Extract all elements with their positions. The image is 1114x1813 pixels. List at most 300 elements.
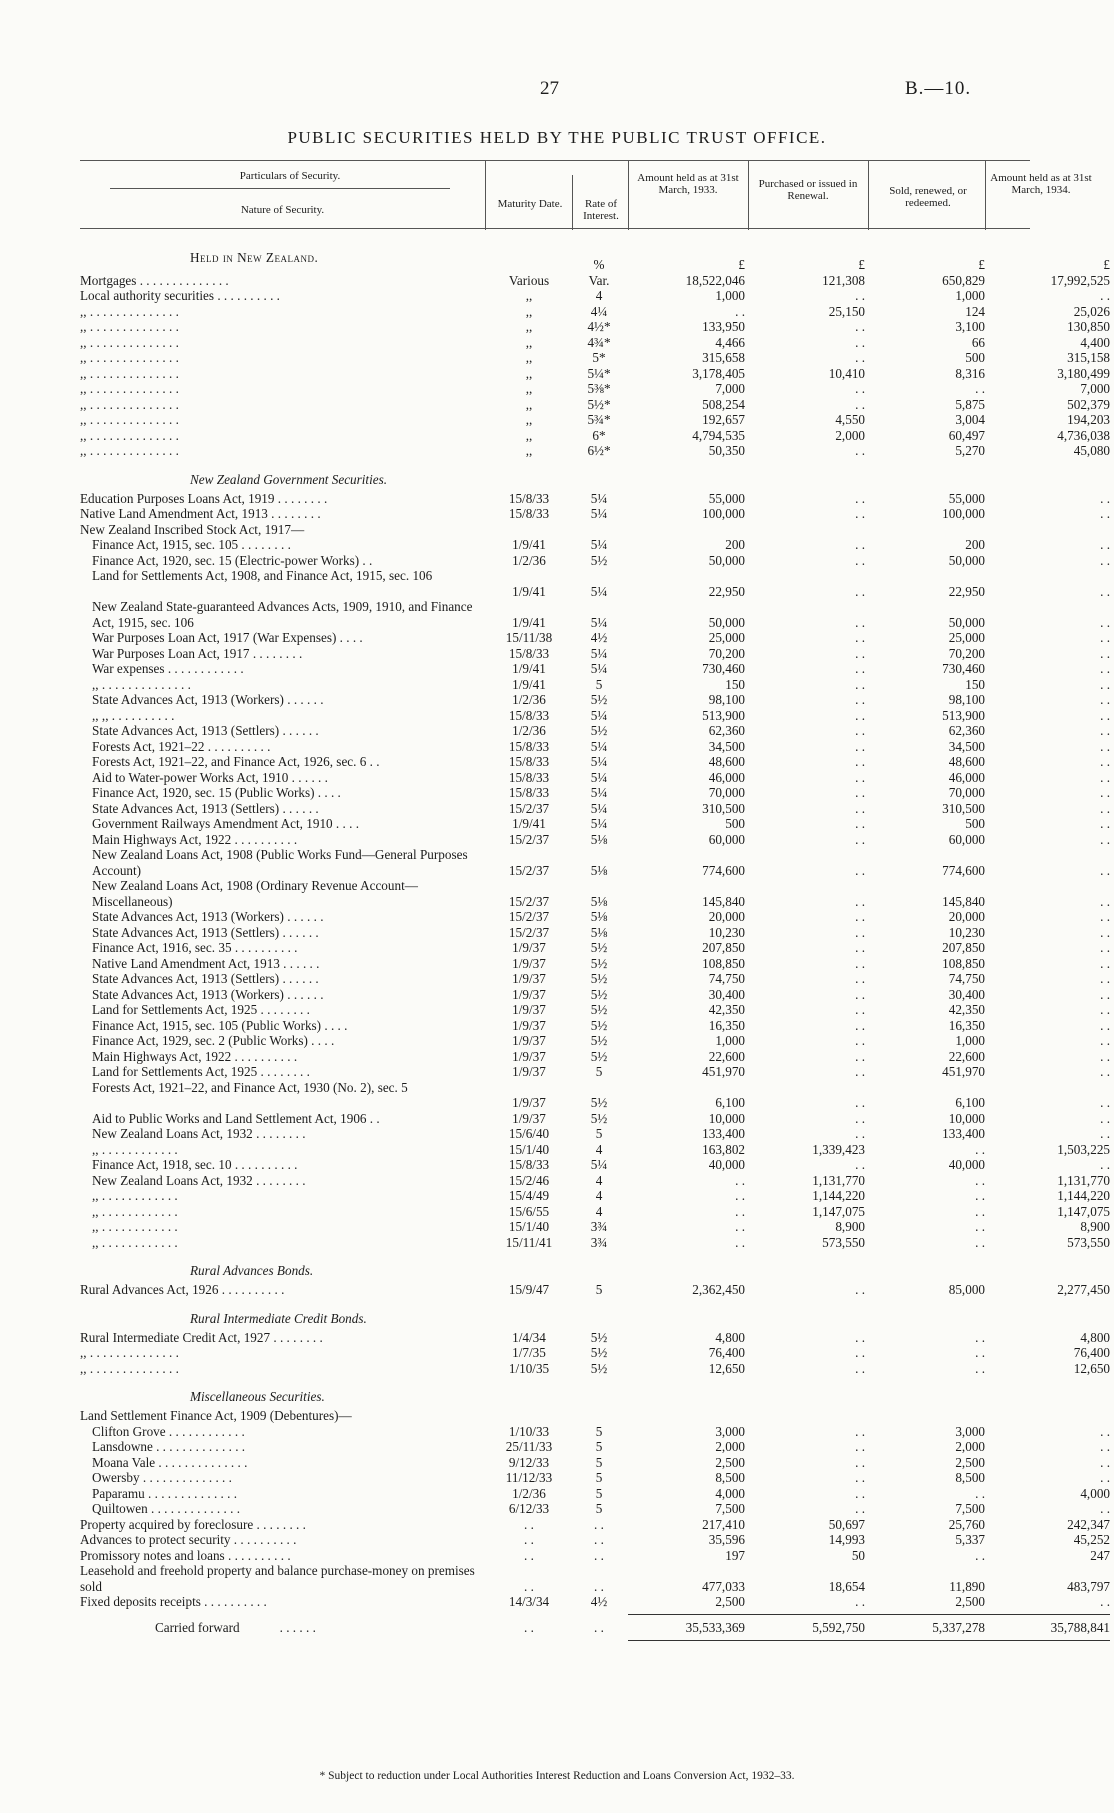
amount-1933: 1,000: [715, 288, 745, 303]
table-row: [80, 1329, 1110, 1346]
table-row: [80, 754, 1110, 770]
purchased-amount: . .: [855, 754, 865, 769]
table-row: [80, 1547, 1110, 1564]
amount-1933: 76,400: [708, 1345, 745, 1360]
amount-1934: . .: [1100, 583, 1110, 599]
purchased-amount: . .: [855, 1329, 865, 1345]
amount-1934: . .: [1100, 1439, 1110, 1454]
security-name: Aid to Water-power Works Act, 1910 . . . . . .: [92, 769, 328, 785]
purchased-amount: . .: [855, 350, 865, 365]
purchased-amount: . .: [855, 1110, 865, 1126]
interest-rate: 5½: [590, 1017, 608, 1033]
table-row: [80, 769, 1110, 786]
amount-1933: 34,500: [708, 738, 745, 754]
amount-1933: 35,596: [708, 1532, 745, 1547]
maturity-date: ,,: [525, 381, 533, 396]
maturity-date: 1/9/37: [512, 940, 546, 955]
maturity-date: ,,: [525, 443, 533, 458]
purchased-amount: . .: [855, 381, 865, 396]
purchased-amount: 1,339,423: [812, 1141, 865, 1157]
interest-rate: 5: [595, 1470, 603, 1485]
sold-amount: . .: [975, 1203, 985, 1219]
sold-amount: 22,950: [948, 583, 985, 599]
amount-1934: 1,503,225: [1057, 1141, 1110, 1157]
table-row: [80, 412, 1110, 428]
amount-1933: 207,850: [702, 940, 745, 955]
amount-1934: . .: [1100, 1501, 1110, 1516]
maturity-date: 1/9/41: [512, 614, 546, 630]
total-amount-1933: 35,533,369: [685, 1619, 745, 1635]
maturity-date: 6/12/33: [508, 1501, 550, 1516]
interest-rate: 5¼: [590, 506, 608, 521]
interest-rate: 4¼: [590, 303, 608, 319]
amount-1933: . .: [735, 1188, 745, 1203]
sold-amount: 2,500: [955, 1454, 985, 1470]
maturity-date: 1/2/36: [512, 723, 546, 738]
interest-rate: 5¼: [590, 1157, 608, 1172]
amount-1933: 500: [725, 816, 745, 831]
security-name: State Advances Act, 1913 (Workers) . . . . . .: [92, 986, 324, 1002]
carried-maturity: . .: [524, 1619, 534, 1635]
interest-rate: 5¼: [590, 769, 608, 785]
amount-1933: 70,000: [708, 785, 745, 800]
unit-label: £: [738, 257, 745, 272]
interest-rate: 6*: [592, 427, 606, 443]
maturity-date: 1/2/36: [512, 1485, 546, 1501]
maturity-date: 15/2/37: [508, 800, 550, 816]
interest-rate: 5¼: [590, 645, 608, 661]
amount-1934: . .: [1100, 1017, 1110, 1033]
maturity-date: 1/9/41: [512, 816, 546, 831]
sold-amount: 513,900: [942, 707, 985, 723]
amount-1934: . .: [1100, 738, 1110, 754]
amount-1933: 30,400: [708, 986, 745, 1002]
maturity-date: 1/2/36: [512, 552, 546, 568]
purchased-amount: 1,144,220: [812, 1188, 865, 1203]
amount-1933: 20,000: [708, 909, 745, 924]
maturity-date: 15/9/47: [508, 1282, 550, 1297]
maturity-date: 1/9/41: [512, 676, 546, 692]
amount-1934: . .: [1100, 862, 1110, 878]
maturity-date: 9/12/33: [508, 1454, 550, 1470]
security-name: ,, . . . . . . . . . . . . . .: [80, 1360, 179, 1376]
maturity-date: 15/8/33: [508, 707, 550, 723]
interest-rate: 5¾*: [587, 412, 611, 427]
sold-amount: 133,400: [942, 1126, 985, 1141]
sold-amount: 11,890: [949, 1578, 985, 1594]
purchased-amount: . .: [855, 1095, 865, 1110]
amount-1933: 451,970: [702, 1064, 745, 1079]
security-name: Finance Act, 1920, sec. 15 (Public Works) . . . .: [92, 785, 341, 800]
interest-rate: 5½: [590, 692, 608, 707]
amount-1934: . .: [1100, 1126, 1110, 1141]
amount-1933: 18,522,046: [685, 272, 745, 288]
maturity-date: 1/9/37: [512, 1110, 546, 1126]
security-name: Land for Settlements Act, 1925 . . . . . . . .: [92, 1002, 310, 1017]
interest-rate: 5: [595, 1501, 603, 1516]
sold-amount: 25,000: [948, 630, 985, 645]
table-row: [80, 692, 1110, 708]
table-row: [80, 506, 1110, 522]
amount-1933: 10,230: [708, 924, 745, 940]
amount-1934: 247: [1090, 1547, 1110, 1563]
security-name: Owersby . . . . . . . . . . . . . .: [92, 1470, 232, 1485]
amount-1934: 1,144,220: [1057, 1188, 1110, 1203]
sold-amount: 50,000: [948, 614, 985, 630]
security-name: ,, . . . . . . . . . . . .: [92, 1203, 178, 1219]
amount-1933: 16,350: [708, 1017, 745, 1033]
maturity-date: 14/3/34: [508, 1594, 550, 1609]
maturity-date: 1/9/37: [512, 1002, 546, 1017]
purchased-amount: . .: [855, 971, 865, 986]
amount-1933: 50,000: [708, 614, 745, 630]
col-amount-1933: Amount held as at 31st March, 1933.: [637, 172, 739, 196]
amount-1933: 25,000: [708, 630, 745, 645]
maturity-date: 15/1/40: [508, 1219, 550, 1234]
amount-1934: . .: [1100, 676, 1110, 692]
table-row: [80, 924, 1110, 941]
amount-1933: 133,950: [702, 319, 745, 334]
maturity-date: 15/2/46: [508, 1172, 550, 1188]
interest-rate: 5: [595, 1439, 603, 1454]
maturity-date: ,,: [525, 365, 533, 381]
amount-1933: 3,178,405: [692, 365, 745, 381]
purchased-amount: . .: [855, 1126, 865, 1141]
amount-1933: 10,000: [708, 1110, 745, 1126]
table-row: [80, 365, 1110, 382]
total-rule: [628, 1640, 1110, 1641]
amount-1934: . .: [1100, 1002, 1110, 1017]
amount-1933: 145,840: [702, 893, 745, 909]
interest-rate: 5⅛: [590, 924, 608, 940]
amount-1934: . .: [1100, 1110, 1110, 1126]
interest-rate: 5¼: [590, 537, 608, 552]
amount-1934: . .: [1100, 537, 1110, 552]
maturity-date: 25/11/33: [505, 1439, 553, 1454]
purchased-amount: . .: [855, 1157, 865, 1172]
amount-1934: . .: [1100, 1157, 1110, 1172]
table-row: [80, 816, 1110, 832]
maturity-date: 1/9/37: [512, 955, 546, 971]
header-divider: [572, 175, 573, 230]
purchased-amount: . .: [855, 1002, 865, 1017]
interest-rate: 5½: [590, 1002, 608, 1017]
security-name: State Advances Act, 1913 (Workers) . . . . . .: [92, 909, 324, 924]
maturity-date: 15/1/40: [508, 1141, 550, 1157]
purchased-amount: . .: [855, 506, 865, 521]
amount-1933: 477,033: [702, 1578, 745, 1594]
sold-amount: 25,760: [948, 1516, 985, 1532]
maturity-date: 15/2/37: [508, 862, 550, 878]
interest-rate: . .: [594, 1547, 604, 1563]
security-name: Main Highways Act, 1922 . . . . . . . . . .: [92, 1048, 298, 1064]
sold-amount: . .: [975, 1141, 985, 1157]
table-row: [80, 396, 1110, 413]
unit-label: £: [1103, 257, 1110, 272]
maturity-date: 1/10/33: [508, 1423, 550, 1439]
maturity-date: 1/9/37: [512, 986, 546, 1002]
interest-rate: 5½: [590, 1048, 608, 1064]
maturity-date: 15/8/33: [508, 754, 550, 769]
interest-rate: 4: [595, 288, 603, 303]
header-divider: [628, 160, 629, 230]
interest-rate: 5: [595, 1126, 603, 1141]
col-amount-1934: Amount held as at 31st March, 1934.: [990, 172, 1092, 196]
interest-rate: 5½: [590, 955, 608, 971]
amount-1934: . .: [1100, 940, 1110, 955]
purchased-amount: . .: [855, 288, 865, 303]
security-name: State Advances Act, 1913 (Settlers) . . . . . .: [92, 800, 319, 816]
purchased-amount: . .: [855, 490, 865, 506]
purchased-amount: . .: [855, 1439, 865, 1454]
header-top-rule: [80, 160, 1030, 161]
security-name: State Advances Act, 1913 (Settlers) . . . . . .: [92, 971, 319, 986]
interest-rate: 4½: [590, 1594, 608, 1609]
sold-amount: 108,850: [942, 955, 985, 971]
page-number: 27: [540, 78, 559, 99]
sold-amount: 774,600: [942, 862, 985, 878]
amount-1933: 12,650: [708, 1360, 745, 1376]
purchased-amount: . .: [855, 816, 865, 831]
amount-1934: . .: [1100, 506, 1110, 521]
purchased-amount: 25,150: [828, 303, 865, 319]
interest-rate: 5½: [590, 1360, 608, 1376]
amount-1933: 2,000: [715, 1439, 745, 1454]
security-name: Rural Intermediate Credit Act, 1927 . . . . . . . .: [80, 1329, 323, 1345]
security-name: State Advances Act, 1913 (Settlers) . . . . . .: [92, 723, 319, 738]
sold-amount: 7,500: [955, 1501, 985, 1516]
total-amount-1934: 35,788,841: [1050, 1619, 1110, 1635]
sold-amount: 98,100: [948, 692, 985, 707]
sold-amount: 48,600: [948, 754, 985, 769]
amount-1933: 100,000: [702, 506, 745, 521]
maturity-date: 15/8/33: [508, 738, 550, 754]
purchased-amount: . .: [855, 924, 865, 940]
maturity-date: 15/2/37: [508, 831, 550, 847]
maturity-date: 1/9/37: [512, 1064, 546, 1079]
sold-amount: . .: [975, 1360, 985, 1376]
maturity-date: 1/9/41: [512, 583, 546, 599]
sold-amount: 70,000: [948, 785, 985, 800]
section-heading: Held in New Zealand.: [190, 250, 319, 265]
amount-1933: 40,000: [708, 1157, 745, 1172]
sold-amount: 70,200: [948, 645, 985, 661]
amount-1934: . .: [1100, 692, 1110, 707]
amount-1933: 42,350: [708, 1002, 745, 1017]
sold-amount: 207,850: [942, 940, 985, 955]
sold-amount: . .: [975, 1172, 985, 1188]
table-row: [80, 1485, 1110, 1502]
sold-amount: 3,000: [955, 1423, 985, 1439]
security-name: War Purposes Loan Act, 1917 . . . . . . . .: [92, 645, 303, 661]
table-row: [80, 1439, 1110, 1455]
purchased-amount: . .: [855, 319, 865, 334]
maturity-date: 15/8/33: [508, 769, 550, 785]
table-row: [80, 319, 1110, 335]
security-name: State Advances Act, 1913 (Workers) . . . . . .: [92, 692, 324, 707]
amount-1933: 217,410: [702, 1516, 745, 1532]
maturity-date: 15/2/37: [508, 909, 550, 924]
table-row: [80, 599, 1110, 630]
unit-label: £: [978, 257, 985, 272]
maturity-date: 15/11/41: [505, 1234, 553, 1250]
amount-1934: . .: [1100, 1423, 1110, 1439]
sold-amount: 46,000: [948, 769, 985, 785]
table-row: [80, 1454, 1110, 1471]
amount-1934: . .: [1100, 1033, 1110, 1048]
interest-rate: 5½: [590, 971, 608, 986]
maturity-date: 15/4/49: [508, 1188, 550, 1203]
security-name: Finance Act, 1915, sec. 105 (Public Works) . . . .: [92, 1017, 348, 1033]
purchased-amount: . .: [855, 800, 865, 816]
interest-rate: 4: [595, 1188, 603, 1203]
sold-amount: 1,000: [955, 1033, 985, 1048]
sold-amount: 40,000: [948, 1157, 985, 1172]
maturity-date: 1/9/37: [512, 1048, 546, 1064]
amount-1933: 62,360: [708, 723, 745, 738]
amount-1933: 513,900: [702, 707, 745, 723]
maturity-date: 1/4/34: [512, 1329, 546, 1345]
sold-amount: . .: [975, 1345, 985, 1360]
table-row: [80, 427, 1110, 444]
table-row: [80, 537, 1110, 553]
amount-1933: 7,000: [715, 381, 745, 396]
interest-rate: 5½: [590, 986, 608, 1002]
table-row: [80, 1532, 1110, 1548]
amount-1934: 45,252: [1073, 1532, 1110, 1547]
table-row: [80, 1516, 1110, 1533]
purchased-amount: 573,550: [822, 1234, 865, 1250]
purchased-amount: 50,697: [828, 1516, 865, 1532]
purchased-amount: . .: [855, 537, 865, 552]
table-row: [80, 522, 1030, 538]
security-name: ,, . . . . . . . . . . . . . .: [80, 365, 179, 381]
amount-1934: 25,026: [1073, 303, 1110, 319]
security-name: Leasehold and freehold property and balance purchase-money on premises sold: [80, 1563, 475, 1594]
purchased-amount: . .: [855, 1501, 865, 1516]
table-row: [80, 878, 1110, 909]
interest-rate: 5*: [592, 350, 606, 365]
section-gap: [80, 1298, 1030, 1308]
amount-1933: 70,200: [708, 645, 745, 661]
amount-1933: 22,600: [708, 1048, 745, 1064]
interest-rate: 5⅜*: [587, 381, 611, 396]
amount-1934: . .: [1100, 924, 1110, 940]
amount-1933: 46,000: [708, 769, 745, 785]
total-sold: 5,337,278: [932, 1619, 985, 1635]
sold-amount: 145,840: [942, 893, 985, 909]
table-row: [80, 1594, 1110, 1610]
amount-1933: 163,802: [702, 1141, 745, 1157]
sold-amount: 200: [965, 537, 985, 552]
security-name: Land Settlement Finance Act, 1909 (Debentures)—: [80, 1408, 352, 1423]
purchased-amount: . .: [855, 940, 865, 955]
table-row: [80, 350, 1110, 366]
table-row: [80, 1203, 1110, 1220]
security-name: ,, . . . . . . . . . . . . . .: [80, 427, 179, 443]
security-name: ,, . . . . . . . . . . . . . .: [80, 319, 179, 334]
amount-1933: 508,254: [702, 396, 745, 412]
table-row: [80, 1282, 1110, 1298]
amount-1934: . .: [1100, 800, 1110, 816]
table-header: [80, 160, 1092, 230]
maturity-date: 15/2/37: [508, 893, 550, 909]
interest-rate: 4½*: [587, 319, 611, 334]
table-row: [80, 986, 1110, 1003]
sold-amount: 5,270: [955, 443, 985, 458]
security-name: Forests Act, 1921–22 . . . . . . . . . .: [92, 738, 271, 754]
interest-rate: 4: [595, 1141, 603, 1157]
amount-1934: 17,992,525: [1050, 272, 1110, 288]
security-name: Clifton Grove . . . . . . . . . . . .: [92, 1423, 245, 1439]
purchased-amount: . .: [855, 785, 865, 800]
security-name: Education Purposes Loans Act, 1919 . . . . . . . .: [80, 490, 328, 506]
purchased-amount: . .: [855, 707, 865, 723]
table-row: [80, 940, 1110, 956]
security-name: ,, . . . . . . . . . . . . . .: [80, 334, 179, 350]
sold-amount: 451,970: [942, 1064, 985, 1079]
table-row: [80, 1079, 1110, 1111]
col-sold: Sold, renewed, or redeemed.: [889, 185, 967, 209]
maturity-date: 15/8/33: [508, 490, 550, 506]
table-row: [80, 630, 1110, 646]
interest-rate: 3¾: [590, 1219, 608, 1234]
amount-1933: 2,500: [715, 1454, 745, 1470]
interest-rate: 5: [595, 1423, 603, 1439]
sold-amount: 66: [971, 334, 985, 350]
amount-1934: 573,550: [1067, 1234, 1110, 1250]
security-name: New Zealand Loans Act, 1908 (Ordinary Revenue Account—Miscellaneous): [92, 878, 418, 909]
amount-1933: 315,658: [702, 350, 745, 365]
amount-1934: . .: [1100, 288, 1110, 303]
amount-1933: 6,100: [715, 1095, 745, 1110]
table-row: [80, 288, 1110, 304]
security-name: Lansdowne . . . . . . . . . . . . . .: [92, 1439, 246, 1454]
document-reference: B.—10.: [905, 78, 972, 99]
table-row: [80, 490, 1110, 507]
security-name: Forests Act, 1921–22, and Finance Act, 1926, sec. 6 . .: [92, 754, 380, 769]
amount-1933: . .: [735, 1172, 745, 1188]
amount-1933: 8,500: [715, 1470, 745, 1485]
table-row: [80, 1126, 1110, 1142]
interest-rate: 5½: [590, 940, 608, 955]
security-name: Local authority securities . . . . . . . . . .: [80, 288, 280, 303]
leader-dots: . . . . . .: [279, 1619, 316, 1635]
sold-amount: 16,350: [948, 1017, 985, 1033]
sold-amount: . .: [975, 381, 985, 396]
amount-1934: . .: [1100, 754, 1110, 769]
security-name: ,, . . . . . . . . . . . .: [92, 1141, 178, 1157]
interest-rate: 5¼: [590, 738, 608, 754]
header-divider: [985, 160, 986, 230]
amount-1933: 2,362,450: [692, 1282, 745, 1297]
amount-1934: . .: [1100, 1064, 1110, 1079]
amount-1933: 22,950: [708, 583, 745, 599]
security-name: New Zealand Loans Act, 1932 . . . . . . . .: [92, 1126, 306, 1141]
amount-1934: . .: [1100, 986, 1110, 1002]
purchased-amount: . .: [855, 955, 865, 971]
maturity-date: ,,: [525, 350, 533, 365]
security-name: Quiltowen . . . . . . . . . . . . . .: [92, 1501, 240, 1516]
securities-table-body: [80, 247, 1110, 1640]
maturity-date: 1/9/41: [512, 661, 546, 676]
amount-1934: . .: [1100, 971, 1110, 986]
purchased-amount: . .: [855, 862, 865, 878]
amount-1933: 150: [725, 676, 745, 692]
table-row: [80, 303, 1110, 320]
interest-rate: 6½*: [587, 443, 611, 458]
particulars-rule: [110, 188, 450, 189]
